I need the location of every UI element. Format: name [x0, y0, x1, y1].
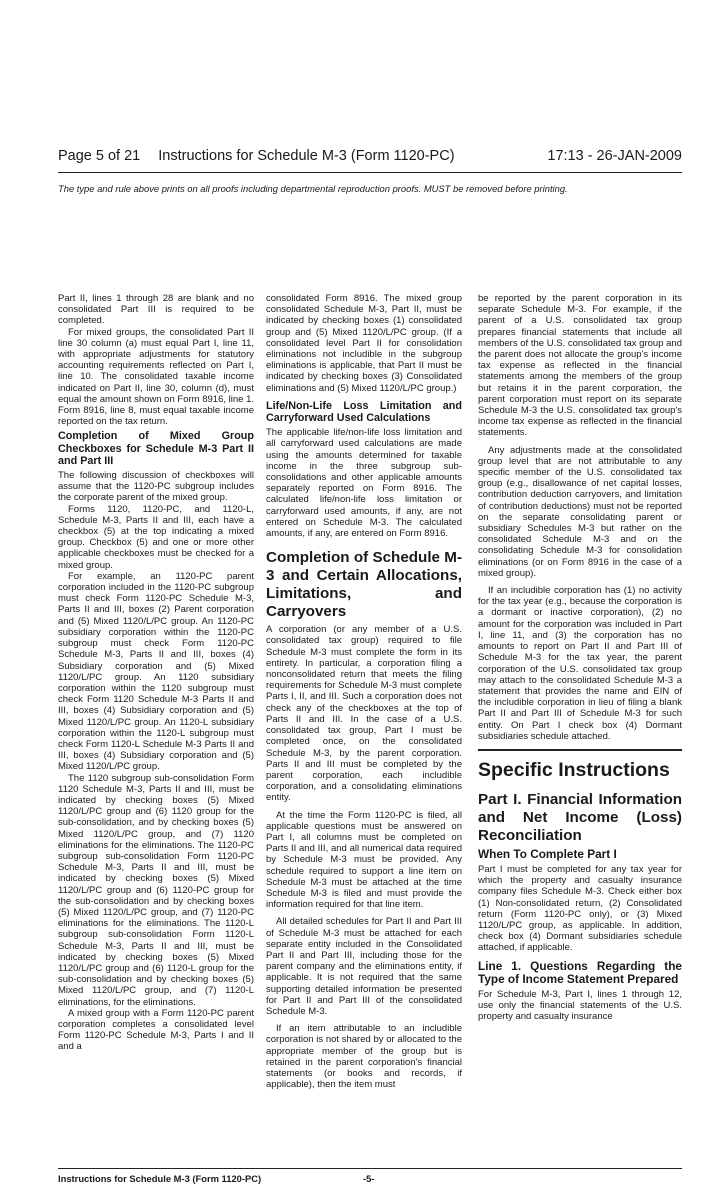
paragraph: be reported by the parent corporation in its separate Schedule M-3. For example, if the parent of a U.S. consolidated tax group prepares financial statements that include all members of the U.S. consolidated tax group and the parent does not allocate the group's income tax expense as reflected in the financial statements among the members of the group but retains it in the parent corporation, the parent corporation must report on its separate Schedule M-3 the U.S. consolidated tax group's income tax expense as reflected in the financial statements. [478, 293, 682, 439]
section-heading: Completion of Mixed Group Checkboxes for Schedule M-3 Part II and Part III [58, 430, 254, 467]
paragraph: A mixed group with a Form 1120-PC parent corporation completes a consolidated level Form 1120-PC Schedule M-3, Parts I and II and a [58, 1007, 254, 1053]
footer-title: Instructions for Schedule M-3 (Form 1120-PC) [58, 1173, 262, 1184]
document-title: Instructions for Schedule M-3 (Form 1120-PC) [158, 148, 455, 164]
section-heading: Line 1. Questions Regarding the Type of Income Statement Prepared [478, 958, 682, 986]
proof-notice: The type and rule above prints on all proofs including departmental reproduction proofs. MUST be removed before printing. [58, 183, 568, 194]
paragraph: The 1120 subgroup sub-consolidation Form 1120 Schedule M-3, Parts II and III, must be indicated by checking boxes (5) Mixed 1120/L/PC group and (6) 1120 group for the sub-consolidation, and by checking boxes (5) Mixed 1120/L/PC group, and (7) 1120 eliminations for the eliminations. The 1120-PC subgroup sub-consolidation Form 1120-PC Schedule M-3, Parts II and III, must be indicated by checking boxes (5) Mixed 1120/L/PC group and (6) 1120-PC group for the sub-consolidation and by checking boxes (5) Mixed 1120/L/PC group, and (7) 1120-PC eliminations for the eliminations. The 1120-L subgroup sub-consolidation Form 1120-L Schedule M-3, Parts II and III, must be indicated by checking boxes (5) Mixed 1120/L/PC group and (6) 1120-L group for the sub-consolidation and by checking boxes (5) Mixed 1120/L/PC group, and (7) 1120-L eliminations, for the eliminations. [58, 772, 254, 1008]
footer-page-number: -5- [363, 1173, 375, 1184]
paragraph: All detailed schedules for Part II and Part III of Schedule M-3 must be attached for each separate entity included in the Consolidated Part II and Part III, including those for the parent company and the eliminations entity, if applicable. It is not required that the same supporting detailed information be presented for Part II and Part III of the consolidated Schedule M-3. [266, 916, 462, 1017]
paragraph: Any adjustments made at the consolidated group level that are not attributable to any specific member of the U.S. consolidated tax group (e.g., disallowance of net capital losses, contribution deduction carryovers, and limitation of contribution deductions) must not be reported on the separate consolidating parent or subsidiary Schedules M-3 but rather on the consolidated Schedule M-3 and on the consolidating Schedule M-3 for consolidation eliminations (or on Form 8916 in the case of a mixed group). [478, 444, 682, 579]
print-timestamp: 17:13 - 26-JAN-2009 [547, 148, 682, 164]
paragraph: The applicable life/non-life loss limitation and all carryforward used calculations are made using the amounts determined for taxable income in the three subgroup sub-consolidations and other applicable amounts separately reported on Form 8916. The calculated life/non-life loss limitation or carryforward used amounts, if any, are not entered on Schedule M-3. The calculated amounts, if any, are entered on Form 8916. [266, 427, 462, 540]
paragraph: At the time the Form 1120-PC is filed, all applicable questions must be answered on Part I, all columns must be completed on Parts II and III, and all numerical data required by Schedule M-3 must be provided. Any schedule required to support a line item on Schedule M-3 must be attached at the time Schedule M-3 is filed and must provide the information required for that line item. [266, 809, 462, 911]
footer-rule [58, 1168, 682, 1169]
paragraph: For mixed groups, the consolidated Part II line 30 column (a) must equal Part I, line 11, with appropriate adjustments for statutory accounting requirements reflected on Part I, line 10. The consolidated taxable income indicated on Part II, line 30, column (d), must equal the amount shown on Form 8916, line 1. Form 8916, line 8, must equal taxable income reported on the tax return. [58, 326, 254, 428]
paragraph: Part II, lines 1 through 28 are blank and no consolidated Part III is required to be completed. [58, 293, 254, 327]
column-2 [266, 293, 462, 1163]
paragraph: If an item attributable to an includible corporation is not shared by or allocated to the appropriate member of the group but is retained in the parent corporation's financial statements (or books and records, if applicable), then the item must [266, 1023, 462, 1091]
section-heading: Part I. Financial Information and Net Income (Loss) Reconciliation [478, 790, 682, 844]
paragraph: If an includible corporation has (1) no activity for the tax year (e.g., because the corporation is a dormant or inactive corporation), (2) no amount for the corporation was included in Part I, line 11, and (3) the corporation has no amounts to report on Part II and Part III of Schedule M-3 for the tax year, the parent corporation of the U.S. consolidated tax group may attach to the consolidated Schedule M-3 a statement that provides the name and EIN of the includible corporation in lieu of filing a blank Part II and Part III of Schedule M-3 for such entity. On Part I check box (4) Dormant subsidiaries schedule attached. [478, 585, 682, 742]
paragraph: The following discussion of checkboxes will assume that the 1120-PC subgroup includes the corporate parent of the mixed group. [58, 470, 254, 504]
header-rule [58, 172, 682, 173]
section-heading: Completion of Schedule M-3 and Certain Allocations, Limitations, and Carryovers [266, 549, 462, 621]
page-footer [58, 1173, 682, 1187]
section-heading: Specific Instructions [478, 758, 670, 781]
paragraph: Forms 1120, 1120-PC, and 1120-L, Schedule M-3, Parts II and III, each have a checkbox (5) at the top indicating a mixed group. Checkbox (5) and one or more other applicable checkboxes must be checked for a mixed group. [58, 503, 254, 571]
page-header [58, 148, 682, 170]
paragraph: For example, an 1120-PC parent corporation included in the 1120-PC subgroup must check Form 1120-PC Schedule M-3, Parts II and III, boxes (2) Parent corporation and (5) Mixed 1120/L/PC group. An 1120-PC subsidiary corporation within the 1120-PC subgroup must check Form 1120-PC Schedule M-3, Parts II and III, boxes (4) Subsidiary corporation and (5) Mixed 1120/L/PC group. An 1120 subsidiary corporation within the 1120 subgroup must check Form 1120 Schedule M-3 Parts II and III, boxes (4) Subsidiary corporation and (5) Mixed 1120/L/PC group. An 1120-L subsidiary corporation within the 1120-L subgroup must check Form 1120-L Schedule M-3 Parts II and III, boxes (4) Subsidiary corporation and (5) Mixed 1120/L/PC group. [58, 570, 254, 773]
paragraph: A corporation (or any member of a U.S. consolidated tax group) required to file Schedule M-3 must complete the form in its entirety. In particular, a corporation filing a nonconsolidated return that meets the filing requirements for Schedule M-3 must complete Parts I, II, and III. Such a corporation does not check any of the checkboxes at the top of Parts II and III. In the case of a U.S. consolidated tax group, Part I must be completed once, on the consolidated Schedule M-3, by the parent corporation. Parts II and III must be completed by the parent corporation, each includible corporation, and a consolidating eliminations entity. [266, 624, 462, 804]
section-heading: When To Complete Part I [478, 846, 617, 861]
paragraph: consolidated Form 8916. The mixed group consolidated Schedule M-3, Part II, must be indicated by checking boxes (1) consolidated group and (5) Mixed 1120/L/PC group. (If a consolidated level Part II for consolidation eliminations not includible in the subgroup eliminations is applicable, that Part II must be indicated by checking boxes (3) Consolidated eliminations and (5) Mixed 1120/L/PC group.) [266, 293, 462, 394]
column-3 [478, 293, 682, 1163]
column-1 [58, 293, 254, 1163]
paragraph: For Schedule M-3, Part I, lines 1 through 12, use only the financial statements of the U.S. property and casualty insurance [478, 988, 682, 1022]
section-heading: Life/Non-Life Loss Limitation and Carryforward Used Calculations [266, 399, 462, 425]
paragraph: Part I must be completed for any tax year for which the property and casualty insurance company files Schedule M-3. Check either box (1) Non-consolidated return, (2) Consolidated return (Form 1120-PC only), or (3) Mixed 1120/L/PC group, as applicable. In addition, check box (4) Dormant subsidiaries schedule attached, if applicable. [478, 863, 682, 954]
page-number: Page 5 of 21 [58, 148, 141, 164]
section-rule [478, 749, 682, 751]
